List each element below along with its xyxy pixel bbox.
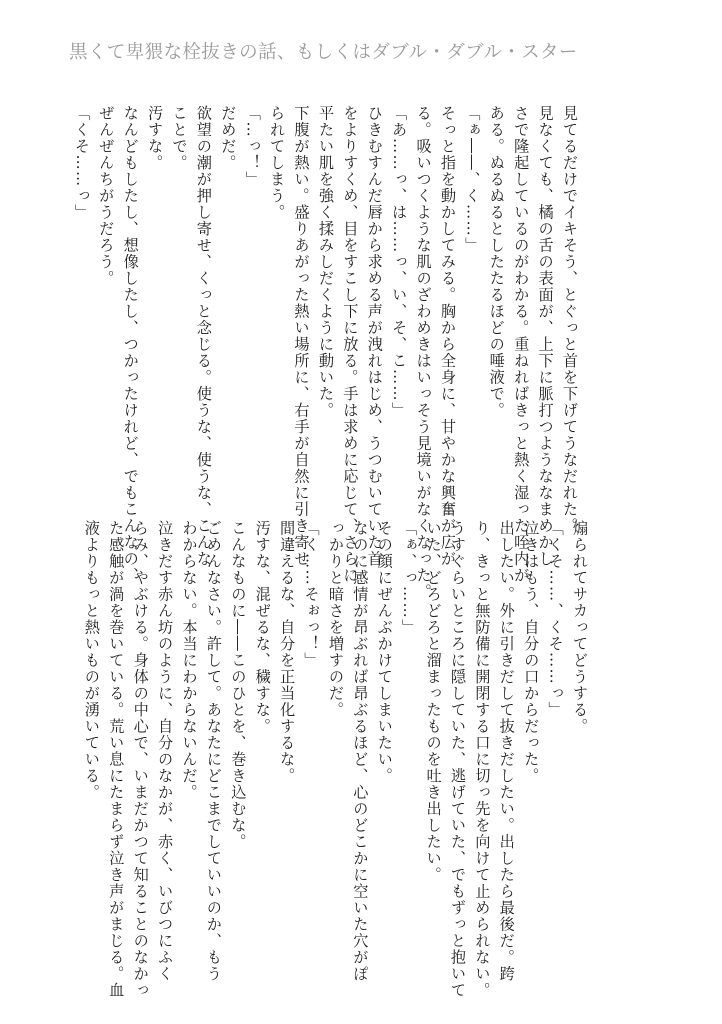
text-line: 泣きだす赤ん坊のように、自分のなかが、赤く、いびつにふく (156, 520, 175, 982)
text-line: ひきむすんだ唇から求める声が洩れはじめ、うつむいていた首 (365, 105, 384, 567)
text-line: 「くそ……、くそ……っ」 (546, 520, 565, 718)
text-line: いた、どろどろと溜まったものを吐き出したい。 (424, 520, 443, 883)
text-line: っかりと暗さを増すのだ。 (326, 520, 345, 718)
text-line: ことで。 (170, 105, 189, 171)
text-line: 平たい肌を強く揉みしだくように動いた。 (316, 105, 335, 419)
text-line: なんどもしたし、想像したし、つかったけれど、でもこんなの、 (121, 105, 140, 584)
text-line: ある。ぬるぬるとしたたるほどの唾液で。 (487, 105, 506, 419)
text-line: うすぐらいところに隠していた、逃げていた、でもずっと抱いて (448, 520, 467, 999)
text-line: 「く……そぉっ！」 (302, 520, 321, 669)
text-line: 汚すな。 (146, 105, 165, 171)
text-line: 汚すな、混ぜるな、穢すな。 (253, 520, 272, 735)
text-line: 出したい。外に引きだして抜きだしたい。出したら最後だ。跨 (497, 520, 516, 982)
text-line: こんなものに――このひとを、巻き込むな。 (229, 520, 248, 850)
text-line: た感触が渦を巻いている。荒い息にたまらず泣き声がまじる。血 (107, 520, 126, 999)
text-line: ぜんぜんちがうだろう。 (97, 105, 116, 287)
text-line: そっと指を動かしてみる。胸から全身に、甘やかな興奮が広が (438, 105, 457, 567)
text-line: 液よりもっと熱いものが湧いている。 (82, 520, 101, 801)
text-line: 「ぁ、っ……」 (400, 520, 419, 636)
text-line: 欲望の潮が押し寄せ、くっと念じる。使うな、使うな、こんな (194, 105, 213, 567)
text-line: その顔にぜんぶかけてしまいたい。 (375, 520, 394, 784)
text-line: らみ、やぶける。身体の中心で、いまだかつて知ることのなかっ (131, 520, 150, 999)
lower-text-block (79, 520, 592, 999)
text-line: 間違えるな、自分を正当化するな。 (278, 520, 297, 784)
text-line: なのに感情が昂ぶれば昂ぶるほど、心のどこかに空いた穴がぽ (351, 520, 370, 982)
text-line: 見なくても、橘の舌の表面が、上下に脈打つようななまめかし (536, 105, 555, 567)
text-line: り、きっと無防備に開閉する口に切っ先を向けて止められない。 (473, 520, 492, 999)
text-line: 「あ……っ、は……っ、い、そ、こ……」 (390, 105, 409, 419)
text-line: 泣きはもう、自分の口からだった。 (522, 520, 541, 784)
text-line: る。吸いつくような肌のざわめきはいっそう見境いがなくなった。 (414, 105, 433, 600)
text-line: だめだ。 (219, 105, 238, 171)
text-line: をよりすくめ、目をすこし下に放る。手は求めに応じて、さらに (341, 105, 360, 584)
text-line: 「…っ！」 (243, 105, 262, 188)
text-line: 「くそ……っ」 (72, 105, 91, 221)
text-line: 下腹が熱い。盛りあがった熱い場所に、右手が自然に引き寄せ (292, 105, 311, 567)
text-line: 見てるだけでイキそう、とぐっと首を下げてうなだれた。 (561, 105, 579, 534)
text-line: ごめんなさい。許して。あなたにどこまでしていいのか、もう (204, 520, 223, 982)
page-title: 黒くて卑猥な栓抜きの話、もしくはダブル・ダブル・スター (69, 42, 578, 63)
text-line: 「ぁ――、く……」 (463, 105, 482, 254)
text-line: わからない。本当にわからないんだ。 (180, 520, 199, 801)
text-line: られてしまう。 (268, 105, 287, 221)
text-line: 煽られてサカってどうする。 (571, 520, 589, 735)
text-line: さで隆起しているのがわかる。重ねればきっと熱く湿った咥内が (512, 105, 531, 584)
